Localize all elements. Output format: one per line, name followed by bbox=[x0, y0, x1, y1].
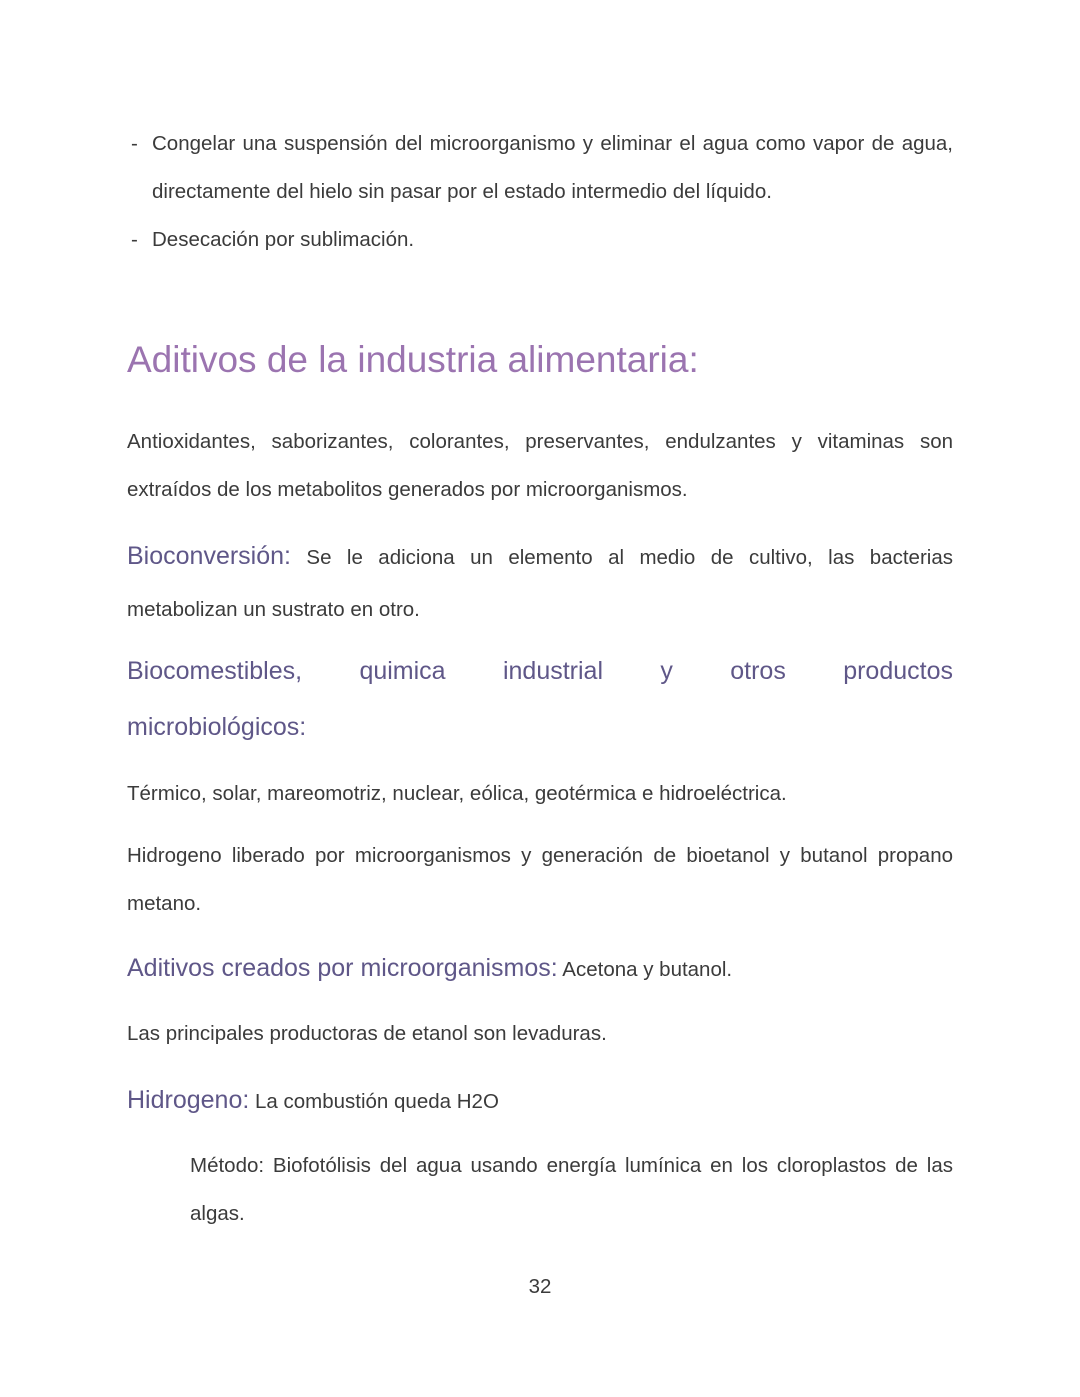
hydrogen-paragraph bbox=[127, 1074, 953, 1128]
additives-intro-paragraph bbox=[127, 418, 953, 514]
section-title: Aditivos de la industria alimentaria: bbox=[127, 339, 699, 380]
bullet-list bbox=[127, 120, 953, 264]
page-number: 32 bbox=[528, 1275, 552, 1298]
bioconversion-text: Se le adiciona un elemento al medio de cultivo, las bacterias metabolizan un sustrato en otro. bbox=[127, 546, 953, 621]
bioconversion-label: Bioconversión: bbox=[127, 542, 291, 570]
paragraph-text bbox=[127, 942, 953, 996]
subheading-line-2: microbiológicos: bbox=[127, 713, 307, 741]
additives-created-paragraph bbox=[127, 942, 953, 996]
paragraph-text: Térmico, solar, mareomotriz, nuclear, eólica, geotérmica e hidroeléctrica. bbox=[127, 782, 787, 805]
bullet-text: Desecación por sublimación. bbox=[152, 228, 415, 251]
additives-created-label: Aditivos creados por microorganismos: bbox=[127, 954, 558, 982]
biofuels-heading bbox=[127, 643, 953, 755]
bullet-item bbox=[127, 216, 953, 264]
dash-bullet-icon: - bbox=[131, 132, 138, 155]
ethanol-producers-paragraph bbox=[127, 1010, 953, 1058]
subheading-line-1: Biocomestibles, quimica industrial y otros productos bbox=[127, 657, 953, 685]
bioconversion-paragraph bbox=[127, 530, 953, 636]
additives-created-text: Acetona y butanol. bbox=[557, 958, 733, 981]
bullet-text: Congelar una suspensión del microorganismo y eliminar el agua como vapor de agua, directamente del hielo sin pasar por el estado intermedio del líquido. bbox=[152, 132, 953, 203]
method-paragraph bbox=[190, 1142, 953, 1238]
energy-sources-paragraph bbox=[127, 770, 953, 818]
hydrogen-label: Hidrogeno: bbox=[127, 1086, 250, 1114]
paragraph-text bbox=[127, 1074, 953, 1128]
dash-bullet-icon: - bbox=[131, 228, 138, 251]
paragraph-text: Método: Biofotólisis del agua usando energía lumínica en los cloroplastos de las algas. bbox=[190, 1154, 953, 1225]
paragraph-text: Hidrogeno liberado por microorganismos y generación de bioetanol y butanol propano metano. bbox=[127, 844, 953, 915]
bullet-item bbox=[127, 120, 953, 216]
paragraph-text: Antioxidantes, saborizantes, colorantes, preservantes, endulzantes y vitaminas son extraídos de los metabolitos generados por microorganismos. bbox=[127, 430, 953, 501]
paragraph-text bbox=[127, 530, 953, 636]
paragraph-text: Las principales productoras de etanol son levaduras. bbox=[127, 1022, 607, 1045]
hydrogen-release-paragraph bbox=[127, 832, 953, 928]
hydrogen-text: La combustión queda H2O bbox=[249, 1090, 499, 1113]
